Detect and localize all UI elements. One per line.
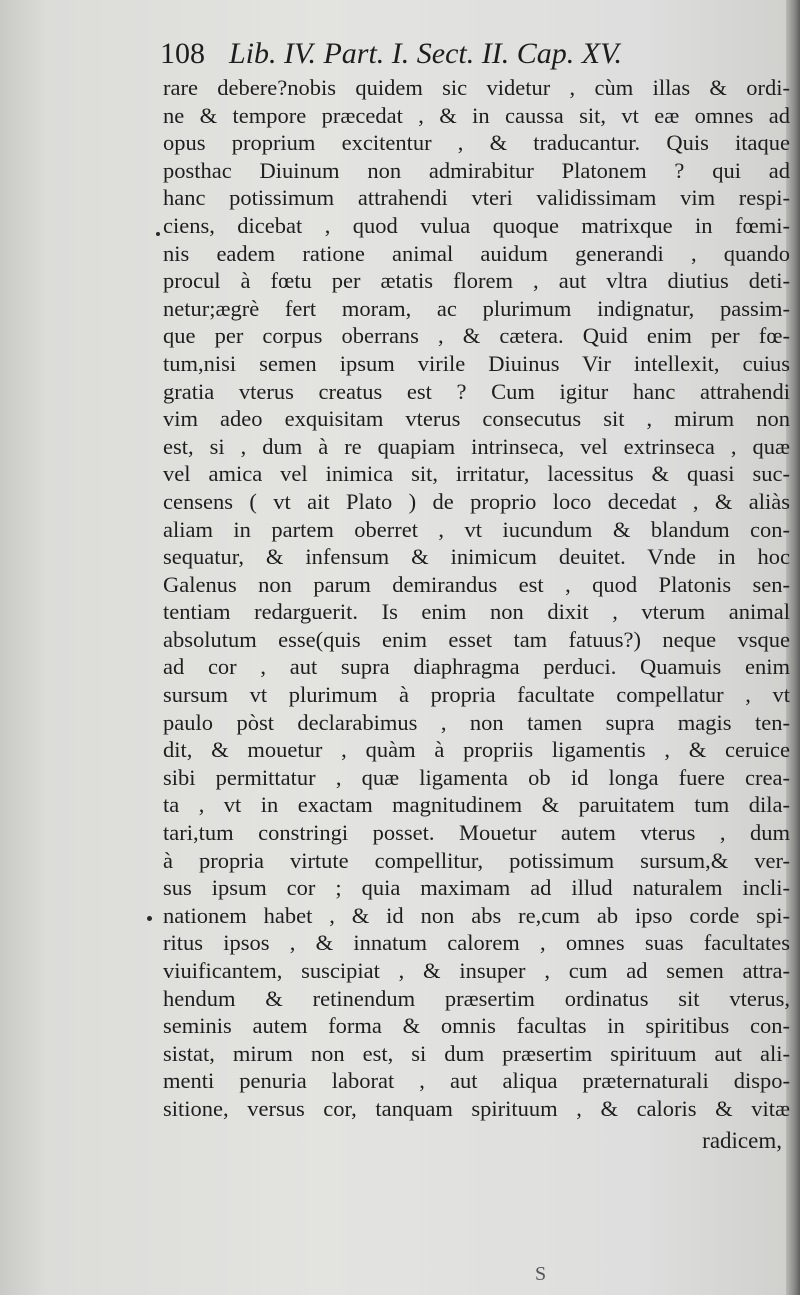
text-line: sequatur, & infensum & inimicum deuitet. Vnde in hoc (163, 544, 790, 570)
text-line: posthac Diuinum non admirabitur Platonem ? qui ad (163, 157, 790, 183)
text-line: seminis autem forma & omnis facultas in spiritibus con- (163, 1013, 790, 1039)
text-line: nis eadem ratione animal auidum generandi , quando (163, 240, 790, 266)
text-line: netur;ægrè fert moram, ac plurimum indignatur, passim- (163, 295, 790, 321)
text-line: ta , vt in exactam magnitudinem & paruitatem tum dila- (163, 792, 790, 818)
body-text (163, 74, 790, 1123)
text-line: paulo pòst declarabimus , non tamen supra magis ten- (163, 709, 790, 735)
text-line: à propria virtute compellitur, potissimum sursum,& ver- (163, 847, 790, 873)
text-line: ad cor , aut supra diaphragma perduci. Quamuis enim (163, 654, 790, 680)
text-line: viuificantem, suscipiat , & insuper , cum ad semen attra- (163, 958, 790, 983)
text-line: menti penuria laborat , aut aliqua præternaturali dispo- (163, 1068, 790, 1094)
running-header (160, 34, 770, 74)
text-line: opus proprium excitentur , & traducantur. Quis itaque (163, 130, 790, 156)
text-line: sistat, mirum non est, si dum præsertim spirituum aut ali- (163, 1040, 790, 1066)
text-line: sibi permittatur , quæ ligamenta ob id longa fuere crea- (163, 764, 790, 790)
text-line: procul à fœtu per ætatis florem , aut vltra diutius deti- (163, 268, 790, 294)
signature-mark: S (535, 1263, 547, 1285)
text-line: dit, & mouetur , quàm à propriis ligamentis , & ceruice (163, 737, 790, 763)
text-line: sursum vt plurimum à propria facultate compellatur , vt (163, 682, 790, 708)
text-line: tentiam redarguerit. Is enim non dixit , vterum animal (163, 599, 790, 625)
text-line: rare debere?nobis quidem sic videtur , cùm illas & ordi- (163, 75, 790, 100)
ink-speck (147, 916, 152, 921)
text-line: censens ( vt ait Plato ) de proprio loco decedat , & aliàs (163, 488, 790, 514)
text-line: tum,nisi semen ipsum virile Diuinus Vir intellexit, cuius (163, 350, 790, 376)
text-line: absolutum esse(quis enim esset tam fatuus?) neque vsque (163, 626, 790, 652)
text-line: nationem habet , & id non abs re,cum ab ipso corde spi- (163, 902, 790, 928)
text-line: vel amica vel inimica sit, irritatur, lacessitus & quasi suc- (163, 461, 790, 487)
catchword: radicem, (702, 1127, 782, 1153)
text-line: ritus ipsos , & innatum calorem , omnes suas facultates (163, 930, 790, 956)
text-line: Galenus non parum demirandus est , quod Platonis sen- (163, 571, 790, 597)
text-line: hendum & retinendum præsertim ordinatus sit vterus, (163, 985, 790, 1011)
text-line: gratia vterus creatus est ? Cum igitur hanc attrahendi (163, 378, 790, 404)
text-line: ciens, dicebat , quod vulua quoque matrixque in fœmi- (163, 212, 790, 238)
text-line: est, si , dum à re quapiam intrinseca, vel extrinseca , quæ (163, 433, 790, 459)
text-line: vim adeo exquisitam vterus consecutus sit , mirum non (163, 406, 790, 432)
page-number: 108 (160, 37, 205, 70)
running-title: Lib. IV. Part. I. Sect. II. Cap. XV. (229, 37, 623, 70)
text-line: aliam in partem oberret , vt iucundum & blandum con- (163, 516, 790, 542)
text-line: ne & tempore præcedat , & in caussa sit, vt eæ omnes ad (163, 102, 790, 128)
text-line: tari,tum constringi posset. Mouetur autem vterus , dum (163, 820, 790, 846)
text-line: sitione, versus cor, tanquam spirituum , & caloris & vitæ (163, 1095, 790, 1121)
ink-speck (156, 232, 160, 236)
text-line: sus ipsum cor ; quia maximam ad illud naturalem incli- (163, 875, 790, 901)
text-line: hanc potissimum attrahendi vteri validissimam vim respi- (163, 185, 790, 211)
text-line: que per corpus oberrans , & cætera. Quid enim per fœ- (163, 323, 790, 349)
